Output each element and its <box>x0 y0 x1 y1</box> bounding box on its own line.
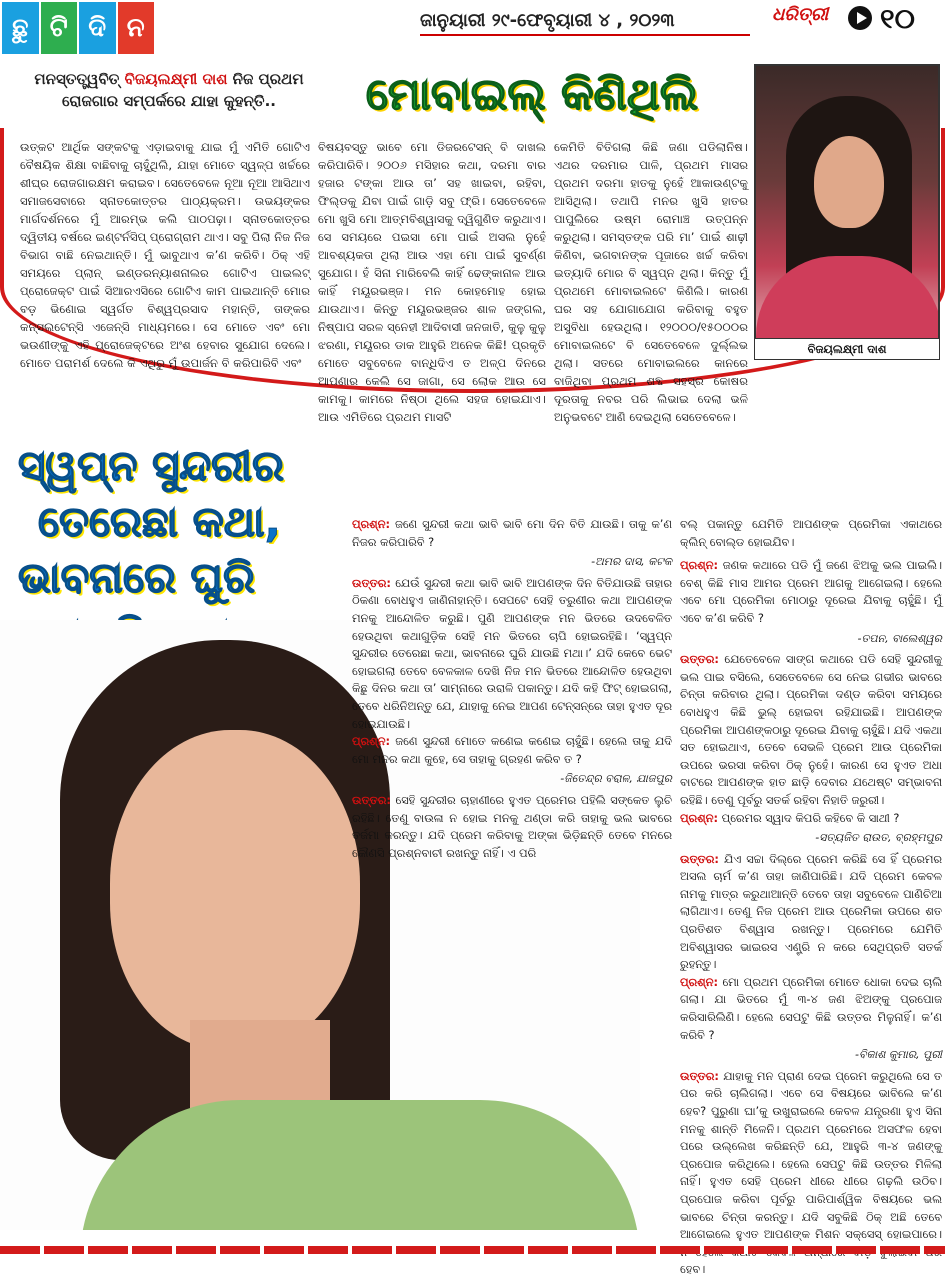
issue-date: ଜାନୁୟାରୀ ୨୯-ଫେବୃୟାରୀ ୪ , ୨୦୨୩ <box>420 6 750 36</box>
answer-text: ଯାହାକୁ ମନ ପ୍ରାଣ ଦେଇ ପ୍ରେମ କରୁଥିଲେ ସେ ତ ପର କରି ଚାଲିଗଲା। ଏବେ ସେ ବିଷୟରେ ଭାବିଲେ କ’ଣ ହେବ? ପୁରୁଣା ଘା’କୁ ଉଖୁରାଇଲେ କେବଳ ଯନ୍ତ୍ରଣା ହୁଏ ସିନା ମନକୁ ଶାନ୍ତି ମିଳେନି। ପ୍ରଥମ ପ୍ରେମରେ ଅସଫଳ ହେବା ପରେ ଉଲ୍ଲେଖ କରିଛନ୍ତି ଯେ, ଆହୁରି ୩-୪ ଜଣଙ୍କୁ ପ୍ରପୋଜ କରିଥିଲେ। ହେଲେ ସେପଟୁ କିଛି ଉତ୍ତର ମିଳିଲା ନାହିଁ। ହୁଏତ ସେହି ପ୍ରେମ ଧୀରେ ଧୀରେ ଗଢ଼ଲି ଉଠିବ। ପ୍ରପୋଜ କରିବା ପୂର୍ବରୁ ପାରିପାର୍ଶ୍ୱିକ ବିଷୟରେ ଭଲ ଭାବରେ ଚିନ୍ତା କରନ୍ତୁ। ଯଦି ସବୁକିଛି ଠିକ୍ ଅଛି ତେବେ ଆଗେଇଲେ ହୁଏତ ଆପଣଙ୍କ ମିଶନ ସକ୍‌ସେସ୍ ହୋଇପାରେ। ହେବ। <box>680 1068 942 1277</box>
photo-dress <box>80 1100 640 1230</box>
logo-tile: ଦି <box>79 2 116 54</box>
answer-label: ଉତ୍ତର: <box>680 851 719 866</box>
answer-label: ଉତ୍ତର: <box>680 652 719 667</box>
question-paragraph <box>352 733 672 768</box>
headline-line-3: ଭାବନାରେ ଘୁରି <box>18 553 255 602</box>
question-label: ପ୍ରଶ୍ନ: <box>680 558 719 573</box>
answer-paragraph <box>680 851 942 974</box>
qa-column-left <box>352 516 672 1044</box>
photo-face <box>110 730 360 1050</box>
story1-column-3: କେମିତି ବିତିଗଲା କିଛି ଜଣା ପଡିଲାନିଷ। ଏଥର ଦରମାର ପାଳି, ପ୍ରଥମ ମାସର ପ୍ରଥମ ଦରମା ହାତକୁ ନୁହେଁ ଆକାଉଣ୍ଟକୁ ଆସିଥିଲା। ତଥାପି ମନର ଖୁସି ହାତର ପାପୁଲିରେ ଉଷ୍ମ ରୋମାଞ୍ଚ ଉତ୍ପନ୍ନ କରୁଥିଲା। ସମସ୍ତଙ୍କ ପରି ମା’ ପାଇଁ ଶାଢ଼ୀ କିଣିବା, ଭଗବାନଙ୍କ ପୂଜାରେ ଖର୍ଚ୍ଚ କରିବା ଇତ୍ୟାଦି ମୋର ବି ସ୍ୱପ୍ନ ଥିଲା। କିନ୍ତୁ ମୁଁ ପ୍ରଥମେ ମୋବାଇଲଟେ କିଣିଲି। କାରଣ ଘର ସହ ଯୋଗାଯୋଗ କରିବାକୁ ବହୁତ ଅସୁବିଧା ହେଉଥିଲା। ୧୨୦୦୦/୧୫୦୦୦ର ମୋବାଇଲଟେ ବି ସେତେବେଳେ ଦୁର୍ଲ୍ଲଭ ଥିଲା। ସତରେ ମୋବାଇଲରେ କାନରେ ବାଜିଥିବା ପ୍ରଥମ ଶବ୍ଦ ସହସ୍ର କୋଷର ଦୂରତାକୁ ନବର ପରି ଲିଭାଇ ଦେଲା ଭଳି ଅନୁଭବଟେ ଆଣି ଦେଇଥିଲା ସେତେବେଳେ। <box>554 140 748 424</box>
question-paragraph <box>680 810 942 828</box>
headline-line-2: ତେରେଛା କଥା, <box>38 497 281 546</box>
intro-post: ନିଜ ପ୍ରଥମ ରୋଜଗାର ସମ୍ପର୍କରେ ଯାହା କୁହନ୍ତି.. <box>62 70 304 110</box>
qa-column-right <box>680 516 942 1277</box>
page-number: ୧୦ <box>880 2 915 35</box>
question-text: ଜଣେ ସୁନ୍ଦରୀ କଥା ଭାବି ଭାବି ମୋ ଦିନ ବିତି ଯାଉଛି। ତାକୁ କ’ଣ ନିଜର କରିପାରିବି ? <box>352 517 672 549</box>
logo-tile: ନ <box>118 2 155 54</box>
headline-line-1: ସ୍ୱପ୍ନ ସୁନ୍ଦରୀର <box>18 441 284 490</box>
play-icon <box>848 6 872 30</box>
story1-column-1: ଉତ୍କଟ ଆର୍ଥିକ ସଙ୍କଟକୁ ଏଡ଼ାଇବାକୁ ଯାଇ ମୁଁ ଏମିତି ଗୋଟିଏ ବୈଷୟିକ ଶିକ୍ଷା ବାଛିବାକୁ ଚାହୁଁଥିଲି, ଯାହା ମୋତେ ସ୍ୱଳ୍ପ ଖର୍ଚ୍ଚରେ ଶୀଘ୍ର ରୋଜଗାରକ୍ଷମ କରାଇବ। ସେତେବେଳେ ନୂଆ ନୂଆ ଆସିଥାଏ ସମାଜସେବାରେ ସ୍ନାତକୋତ୍ତର ପାଠ୍ୟକ୍ରମ। ଉଭୟଙ୍କର ମାର୍ଗଦର୍ଶନରେ ମୁଁ ଆରମ୍ଭ କଲି ପାଠପଢ଼ା। ସ୍ନାତକୋତ୍ତର ଦ୍ୱିତୀୟ ବର୍ଷରେ ଇଣ୍ଟର୍ନସିପ୍ ପ୍ରୋଗ୍ରାମ ଥାଏ। ସବୁ ପିଲା ନିଜ ନିଜ ବିଭାଗ ବାଛି ନେଇଥାନ୍ତି। ମୁଁ ଭାବୁଥାଏ କ’ଣ କରିବି। ଠିକ୍ ଏହି ସମୟରେ ପ୍ଲାନ୍ ଇଣ୍ଡରନ୍ୟାଶନାଲର ଗୋଟିଏ ପାଇଲଟ୍ ପ୍ରୋଜେକ୍ଟ ପାଇଁ ସିଆରଏସିରେ ଗୋଟିଏ କାମ ପାଇଥାନ୍ତି ମୋର ବଡ଼ ଭିଣୋଇ ସ୍ୱର୍ଗତ ବିଶ୍ୱପ୍ରସାଦ ମହାନ୍ତି, ତାଙ୍କର କନ୍ସଲଟେନ୍ସି ଏଜେନ୍ସି ମାଧ୍ୟମରେ। ସେ ମୋତେ ଏବଂ ମୋ ଭଉଣୀଙ୍କୁ ଏହି ପ୍ରୋଜେକ୍ଟରେ ଅଂଶ ହେବାର ସୁଯୋଗ ଦେଲେ। ମୋତେ ପରାମର୍ଶ ଦେଲେ କି ଏଥିରୁ ମୁଁ ଉପାର୍ଜନ ବି କରିପାରିବି ଏବଂ <box>20 140 310 370</box>
answer-paragraph <box>352 792 672 862</box>
letter-signature: -ତପନ, ବାଲେଶ୍ୱର <box>857 631 942 645</box>
question-label: ପ୍ରଶ୍ନ: <box>352 517 391 531</box>
author-portrait <box>754 64 940 354</box>
question-label: ପ୍ରଶ୍ନ: <box>680 810 719 825</box>
question-paragraph <box>680 974 942 1044</box>
letter-signature: -ଜିତେନ୍ଦ୍ର ବରାଳ, ଯାଜପୁର <box>560 772 672 786</box>
answer-label: ଉତ୍ତର: <box>680 1068 719 1083</box>
answer-paragraph <box>352 575 672 733</box>
story1-intro <box>30 68 308 118</box>
intro-pre: ମନସ୍ତତ୍ତ୍ୱବିତ୍ <box>34 70 120 88</box>
question-text: ପ୍ରେମର ସ୍ୱାଦ କିପରି କହିବେ କି ସାଥୀ ? <box>721 810 900 825</box>
logo-tile: ଟି <box>41 2 78 54</box>
answer-text: ସେହି ସୁନ୍ଦରୀର ଚାହାଣୀରେ ହୁଏତ ପ୍ରେମର ପହିଲି ସଙ୍କେତ ଲୁଚି ରହିଛି। ତେଣୁ ବାଉଳା ନ ହୋଇ ମନକୁ ଥଣ୍ଡା କରି ତାହାକୁ ଭଲ ଭାବରେ ତର୍ଜମା କରନ୍ତୁ। ଯଦି ପ୍ରେମ କରିବାକୁ ଅଙ୍କା ଭିଡ଼ିଛନ୍ତି ତେବେ ମନରେ କୌଣସି ପ୍ରଶ୍ନବାଚୀ ରଖନ୍ତୁ ନାହିଁ। ଏ ପରି <box>352 792 673 860</box>
question-paragraph <box>352 516 672 551</box>
story1-headline: ମୋବାଇଲ୍ କିଣିଥିଲି <box>365 68 699 120</box>
story2-headline <box>8 438 348 638</box>
answer-text: ଯେଉଁ ସୁନ୍ଦରୀ କଥା ଭାବି ଭାବି ଆପଣଙ୍କ ଦିନ ବିତିଯାଉଛି ତାହାର ଠିକଣା ବୋଧହୁଏ ଜାଣିନାହାନ୍ତି। ସେପଟେ ସେହି ତରୁଣୀର କଥା ଆପଣଙ୍କ ମନକୁ ଆନ୍ଦୋଳିତ କରୁଛି। ପୁଣି ଆପଣଙ୍କ ମନ ଭିତରେ ଉଦବେଳିତ ହେଉଥିବା କଥାଗୁଡ଼ିକ ସେହି ମନ ଭିତରେ ଚାପି ହୋଇରହିଛି। ‘ସ୍ୱପ୍ନ ସୁନ୍ଦରୀର ତେରେଛା କଥା, ଭାବନାରେ ଘୁରି ଯାଉଛି ମଥା।’ ଯଦି କେବେ ଭେଟ ହୋଇଗଲା ତେବେ ବେଳକାଳ ଦେଖି ନିଜ ମନ ଭିତରେ ଆନ୍ଦୋଳିତ ହେଉଥିବା କିଛୁ ଦିନର କଥା ତା’ ସାମ୍ନାରେ ଉରାଳି ପକାନ୍ତୁ। ଯଦି କହି ଫିଟ୍ ହୋଇଗଲା, ତେବେ ଧରିନିଅନ୍ତୁ ଯେ, ଯାହାକୁ ନେଇ ଆପଣ ଟେନ୍ସନ୍‌ରେ ତାହା ହୁଏତ ଦୂର ହୋଇଯାଉଛି। <box>352 575 672 731</box>
answer-paragraph <box>680 651 942 809</box>
question-label: ପ୍ରଶ୍ନ: <box>680 974 719 989</box>
newspaper-logo: ଧରିତ୍ରୀ <box>772 4 829 25</box>
section-logo <box>2 2 154 54</box>
question-text: ଜଣକ କଥାରେ ପଡି ମୁଁ ଜଣେ ଝିଅକୁ ଭଲ ପାଇଲି। ବେଶ୍ କିଛି ମାସ ଆମର ପ୍ରେମ ଆଗକୁ ଆଗେଇଲା। ହେଲେ ଏବେ ମୋ ପ୍ରେମିକା ମୋଠାରୁ ଦୂରେଇ ଯିବାକୁ ଚାହୁଁଛି। ମୁଁ ଏବେ କ’ଣ କରିବି ? <box>680 558 942 625</box>
intro-name: ବିଜୟଲକ୍ଷ୍ମୀ ଦାଶ <box>124 70 228 88</box>
question-paragraph <box>680 557 942 627</box>
answer-continued: ବଲ୍ ପକାନ୍ତୁ ଯେମିତି ଆପଣଙ୍କ ପ୍ରେମିକା ଏକାଥରେ କ୍ଲିନ୍ ବୋଲ୍ଡ ହୋଇଯିବ। <box>680 517 942 549</box>
story1-column-2: ବିଷୟବସ୍ତୁ ଭାବେ ମୋ ଡିଜରଟେସନ୍ ବି ଦାଖଲ କରିପାରିବି। ୨୦୦୬ ମସିହାର କଥା, ଦରମା ବାର ହଜାର ଟଙ୍କା ଆଉ ତା’ ସହ ଖାଇବା, ରହିବା, ଫିଲ୍ଡକୁ ଯିବା ପାଇଁ ଗାଡ଼ି ସବୁ ଫ୍ରି। ସେତେବେଳେ ମୋ ଖୁସି ମୋ ଆତ୍ମବିଶ୍ୱାସକୁ ଦ୍ୱିଗୁଣିତ କରୁଥାଏ। ସେ ସମୟରେ ପଇସା ମୋ ପାଇଁ ଅସଲ ନୁହେଁ ଆବଶ୍ୟକତା ଥିଲା ଆଉ ଏହା ମୋ ପାଇଁ ସୁବର୍ଣ୍ଣ ସୁଯୋଗ। ହଁ ସିନା ମାରିବେଲି କାହିଁ ଢେଙ୍କାନାଳ ଆଉ କାହିଁ ମୟୂରଭଞ୍ଜ। ମନ କୋହମୋହ ହୋଇ ଯାଉଥାଏ। କିନ୍ତୁ ମୟୂରଭଞ୍ଜର ଶାଳ ଜଙ୍ଗଲ, ନିଷ୍ପାପ ସରଳ ସ୍ନେହୀ ଆଦିବାସୀ ଜନଜାତି, କୁଳୁ କୁଳୁ ଝରଣା, ମୟୂରର ଡାକ ଆହୁରି ଅନେକ କିଛି! ପ୍ରକୃତି ମୋତେ ସବୁବେଳେ ବାନ୍ଧିଦିଏ ତ ଅଳ୍ପ ଦିନରେ ଆପଣାର କେଲି ସେ ଜାଗା, ସେ ଲୋକ ଆଉ ସେ କାମକୁ। କାମରେ ନିଷ୍ଠା ଥିଲେ ସହଜ ହୋଇଯାଏ। ଆଉ ଏମିତିରେ ପ୍ରଥମ ମାସଟି <box>318 140 546 424</box>
footer-rule <box>0 1246 945 1254</box>
answer-text: ଯେତେବେଳେ ସାଙ୍ଗ କଥାରେ ପଡି ସେହି ସୁନ୍ଦରୀକୁ ଭଲ ପାଇ ବସିଲେ, ସେତେବେଳେ ସେ ନେଇ ଗଭୀର ଭାବରେ ଚିନ୍ତା କରିବାର ଥିଲା। ପ୍ରେମିକା ଦଣ୍ଡ କରିବା ସମୟରେ ବୋଧହୁଏ କିଛି ଭୁଲ୍ ହୋଇବା ରହିଯାଇଛି। ଆପଣଙ୍କ ପ୍ରେମିକା ଆପଣଙ୍କଠାରୁ ଦୂରେଇ ଯିବାକୁ ଚାହୁଁଛି। ଯଦି ଏକଥା ସତ ହୋଇଥାଏ, ତେବେ ସେଭଳି ପ୍ରେମ ଆଉ ପ୍ରେମିକା ଉପରେ ଭରସା କରିବା ଠିକ୍ ନୁହେଁ। କାରଣ ସେ ହୁଏତ ଅଧା ବାଟରେ ଆପଣଙ୍କ ହାତ ଛାଡ଼ି ଦେବାର ଯଥେଷ୍ଟ ସମ୍ଭାବନା ରହିଛି। ତେଣୁ ପୂର୍ବରୁ ସତର୍କ ରହିବା ନିହାତି ଜରୁରୀ। <box>680 652 942 807</box>
portrait-caption: ବିଜୟଲକ୍ଷ୍ମୀ ଦାଶ <box>754 338 940 360</box>
logo-tile: ଛୁ <box>2 2 39 54</box>
answer-text: ଯିଏ ସଚ୍ଚା ଦିଲ୍‌ରେ ପ୍ରେମ କରିଛି ସେ ହିଁ ପ୍ରେମର ଅସଲ ଚାର୍ମ କ’ଣ ତାହା ଜାଣିପାରିଛି। ଯଦି ପ୍ରେମ କେବଳ ନାମକୁ ମାତ୍ର କରୁଥାଆନ୍ତି ତେବେ ତାହା ସବୁବେଳେ ପାଣିଚିଆ ଲାଗିଥାଏ। ତେଣୁ ନିଜ ପ୍ରେମ ଆଉ ପ୍ରେମିକା ଉପରେ ଶତ ପ୍ରତିଶତ ବିଶ୍ୱାସ ରଖନ୍ତୁ। ପ୍ରେମରେ ଯେମିତି ଅବିଶ୍ୱାସର ଭାଇରସ ଏଣ୍ଟ୍ରି ନ କରେ ସେଥିପ୍ରତି ସତର୍କ ରୁହନ୍ତୁ। <box>680 851 942 972</box>
question-text: ଜଣେ ସୁନ୍ଦରୀ ମୋତେ କଣେଇ କଣେଇ ଚାହୁଁଛି। ହେଲେ ତାକୁ ଯଦି ମୋ ମନର କଥା କୁହେ, ସେ ତାହାକୁ ଗ୍ରହଣ କରିବ ତ ? <box>352 734 672 766</box>
letter-signature: -ସତ୍ୟଜିତ ରାଉତ, ବ୍ରହ୍ମପୁର <box>815 831 942 845</box>
letter-signature: -ଅମର ଦାସ, କଟକ <box>591 555 672 569</box>
question-label: ପ୍ରଶ୍ନ: <box>352 734 391 749</box>
answer-label: ଉତ୍ତର: <box>352 792 391 807</box>
letter-signature: -ବିକାଶ କୁମାର, ପୁରୀ <box>855 1048 942 1062</box>
answer-label: ଉତ୍ତର: <box>352 575 391 590</box>
portrait-face <box>814 136 884 228</box>
question-text: ମୋ ପ୍ରଥମ ପ୍ରେମିକା ମୋତେ ଧୋକା ଦେଇ ଚାଲି ଗଲା। ଯା ଭିତରେ ମୁଁ ୩-୪ ଜଣ ଝିଅଙ୍କୁ ପ୍ରପୋଜ କରିସାରିଲିଣି। ହେଲେ ସେପଟୁ କିଛି ଉତ୍ତର ମିଳୁନାହିଁ। କ’ଣ କରିବି ? <box>680 974 942 1042</box>
